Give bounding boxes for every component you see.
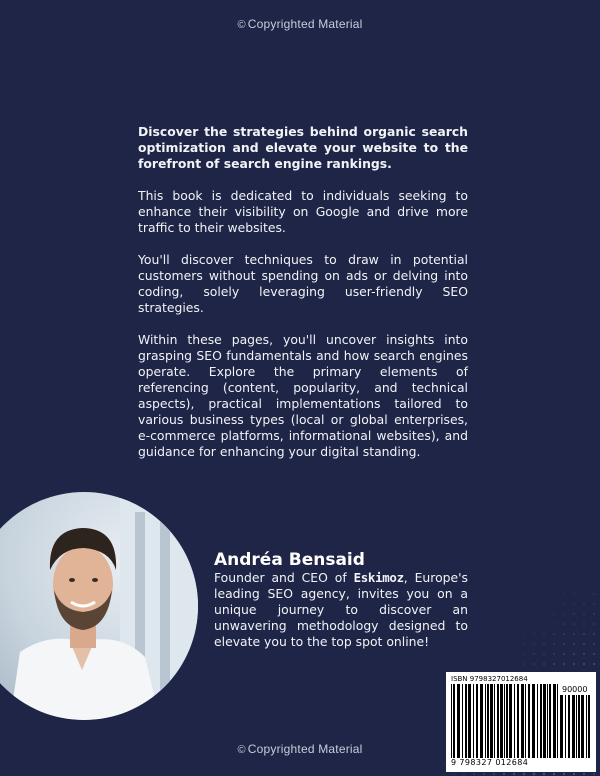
decor-dot xyxy=(533,633,534,634)
copyright-icon: © xyxy=(237,19,246,31)
decor-dot xyxy=(513,773,515,775)
decor-dot xyxy=(533,663,535,665)
watermark-bottom xyxy=(0,742,600,756)
decor-dot xyxy=(533,643,534,644)
author-bio-suffix: , Europe's leading SEO agency, invites you on a unique journey to discover an unwavering methodology designed to elevate you to the top spot online! xyxy=(214,570,468,649)
decor-dot xyxy=(384,674,385,675)
copyright-icon: © xyxy=(237,744,246,756)
decor-dot xyxy=(483,773,485,775)
decor-dot xyxy=(583,773,585,775)
decor-dot xyxy=(563,633,565,635)
decor-dot xyxy=(553,633,554,634)
decor-dot xyxy=(383,663,384,664)
decor-dot xyxy=(563,583,564,584)
decor-dot xyxy=(583,573,584,574)
decor-dot xyxy=(563,663,565,665)
decor-dot xyxy=(573,593,574,594)
decor-dot xyxy=(473,773,475,775)
decor-dot xyxy=(543,663,545,665)
description-paragraph-1: This book is dedicated to individuals seeking to enhance their visibility on Google and drive more traffic to their websites. xyxy=(138,188,468,235)
decor-dot xyxy=(573,653,575,655)
decor-dot xyxy=(593,603,595,605)
decor-dot xyxy=(463,773,464,774)
decor-dot xyxy=(583,633,585,635)
decor-dot xyxy=(563,623,565,625)
decor-dot xyxy=(563,593,564,594)
isbn-label: ISBN 9798327012684 xyxy=(451,675,528,683)
decor-dot xyxy=(583,603,584,604)
decor-dot xyxy=(593,573,594,574)
decor-dot xyxy=(573,613,574,614)
decor-dot xyxy=(553,643,555,645)
decor-dot xyxy=(553,623,554,624)
decor-dot xyxy=(593,623,595,625)
decor-dot xyxy=(543,603,544,604)
decor-dot xyxy=(573,773,575,775)
decor-dot xyxy=(573,573,574,574)
decor-dot xyxy=(404,654,405,655)
agency-brand: Eskimoz xyxy=(353,570,404,585)
decor-dot xyxy=(543,633,544,634)
decor-dot xyxy=(593,563,594,564)
isbn-barcode xyxy=(446,672,596,772)
decor-dot xyxy=(573,603,574,604)
decor-dot xyxy=(503,773,505,775)
decor-dot xyxy=(443,763,444,764)
decor-dot xyxy=(563,653,565,655)
decor-dot xyxy=(513,663,514,664)
decor-dot xyxy=(593,613,595,615)
watermark-text: Copyrighted Material xyxy=(247,17,363,31)
decor-dot xyxy=(563,613,564,614)
decor-dot xyxy=(503,663,504,664)
decor-dot xyxy=(573,643,575,645)
decor-dot xyxy=(543,623,544,624)
decor-dot xyxy=(543,773,546,776)
decor-dot xyxy=(513,653,514,654)
back-cover-description xyxy=(138,124,468,476)
decor-dot xyxy=(543,613,544,614)
decor-dot xyxy=(553,603,554,604)
decor-dot xyxy=(563,603,564,604)
decor-dot xyxy=(593,583,594,584)
decor-dot xyxy=(453,773,454,774)
decor-dot xyxy=(593,643,595,645)
decor-dot xyxy=(573,583,574,584)
decor-dot xyxy=(543,643,544,644)
description-paragraph-3: Within these pages, you'll uncover insights into grasping SEO fundamentals and how search engines operate. Explore the primary elements of referencing (content, popularity, and technical aspects), practical implementations tailored to various business types (local or global enterprises, e-commerce platforms, informational websites), and guidance for enhancing your digital standing. xyxy=(138,332,468,459)
isbn-digits: 9 798327 012684 xyxy=(451,758,529,767)
decor-dot xyxy=(583,643,585,645)
decor-dot xyxy=(583,653,585,655)
decor-dot xyxy=(593,663,595,665)
decor-dot xyxy=(553,613,554,614)
decor-dot xyxy=(583,583,584,584)
decor-dot xyxy=(443,773,444,774)
author-name: Andréa Bensaid xyxy=(214,550,365,570)
decor-dot xyxy=(553,663,555,665)
decor-dot xyxy=(573,663,575,665)
decor-dot xyxy=(523,653,524,654)
description-paragraph-2: You'll discover techniques to draw in potential customers without spending on ads or delving into coding, solely leveraging user-friendly SEO strategies. xyxy=(138,252,468,315)
decor-dot xyxy=(523,633,524,634)
author-portrait-illustration xyxy=(0,492,198,720)
author-photo xyxy=(0,492,198,720)
decor-dot xyxy=(563,643,565,645)
decor-dot xyxy=(513,643,514,644)
decor-dot xyxy=(523,773,526,776)
description-lead: Discover the strategies behind organic search optimization and elevate your website to the forefront of search engine rankings. xyxy=(138,124,468,171)
decor-dot xyxy=(573,623,575,625)
decor-dot xyxy=(593,593,594,594)
decor-dot xyxy=(553,653,555,655)
decor-dot xyxy=(493,773,495,775)
decor-dot xyxy=(393,653,394,654)
decor-dot xyxy=(523,643,524,644)
decor-dot xyxy=(583,613,585,615)
price-code: 90000 xyxy=(562,685,588,694)
decor-dot xyxy=(563,773,565,775)
decor-dot xyxy=(393,663,394,664)
decor-dot xyxy=(533,623,534,624)
watermark-top xyxy=(0,17,600,31)
decor-dot xyxy=(553,593,554,594)
decor-dot xyxy=(523,663,524,664)
decor-dot xyxy=(593,773,595,775)
decor-dot xyxy=(383,653,384,654)
decor-dot xyxy=(583,663,585,665)
decor-dot xyxy=(583,623,585,625)
author-bio-prefix: Founder and CEO of xyxy=(214,570,354,585)
decor-dot xyxy=(553,773,556,776)
decor-dot xyxy=(593,633,595,635)
decor-dot xyxy=(593,653,595,655)
decor-dot xyxy=(533,653,534,654)
decor-dot xyxy=(543,653,545,655)
decor-dot xyxy=(583,563,584,564)
decor-dot xyxy=(583,593,584,594)
watermark-text: Copyrighted Material xyxy=(247,742,363,756)
decor-dot xyxy=(573,633,575,635)
author-bio xyxy=(214,570,468,650)
decor-dot xyxy=(533,773,536,776)
